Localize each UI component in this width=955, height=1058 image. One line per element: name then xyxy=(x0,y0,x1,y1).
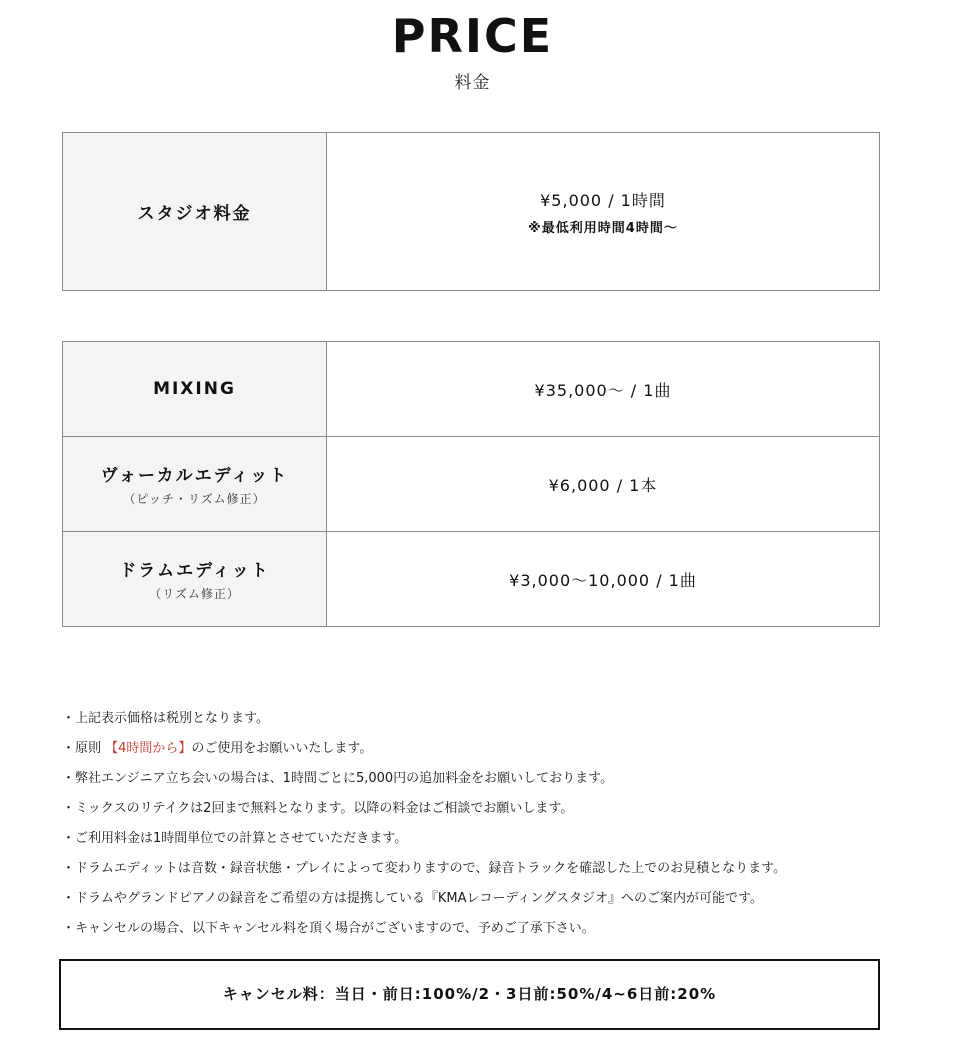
table-row xyxy=(63,133,880,291)
studio-label: スタジオ料金 xyxy=(137,204,252,224)
table-row xyxy=(63,342,880,437)
note-prefix: ・原則 xyxy=(62,741,106,756)
service-sublabel-drum-edit: （リズム修正） xyxy=(149,587,240,601)
list-item: ・ご利用料金は1時間単位での計算とさせていただきます。 xyxy=(62,831,408,846)
list-item: ・ミックスのリテイクは2回まで無料となります。以降の料金はご相談でお願いします。 xyxy=(62,801,574,816)
studio-label-cell xyxy=(63,133,327,291)
studio-price-cell xyxy=(327,133,880,291)
list-item: ・ドラムエディットは音数・録音状態・プレイによって変わりますので、録音トラックを確認した上でのお見積となります。 xyxy=(62,861,787,876)
studio-price: ¥5,000 / 1時間 xyxy=(540,190,666,210)
service-price-cell xyxy=(327,342,880,437)
notes-list xyxy=(62,704,942,944)
service-label-mixing: MIXING xyxy=(153,379,236,399)
service-price-drum-edit: ¥3,000〜10,000 / 1曲 xyxy=(509,570,697,590)
note-suffix: のご使用をお願いいたします。 xyxy=(191,741,373,756)
service-label-vocal-edit: ヴォーカルエディット xyxy=(100,466,289,486)
page-subtitle: 料金 xyxy=(454,73,491,93)
service-label-cell xyxy=(63,342,327,437)
list-item: ・ドラムやグランドピアノの録音をご希望の方は提携している『KMAレコーディングスタジオ』へのご案内が可能です。 xyxy=(62,891,763,906)
list-item: ・上記表示価格は税別となります。 xyxy=(62,711,269,726)
list-item: ・キャンセルの場合、以下キャンセル料を頂く場合がございますので、予めご了承下さい。 xyxy=(62,921,595,936)
service-label-drum-edit: ドラムエディット xyxy=(119,561,270,581)
cancellation-fee-box xyxy=(59,959,880,1030)
service-label-cell xyxy=(63,532,327,627)
table-row xyxy=(63,532,880,627)
service-price-cell xyxy=(327,437,880,532)
studio-minimum-note: ※最低利用時間4時間〜 xyxy=(528,220,678,236)
cancellation-fee-text: キャンセル料：当日・前日:100%/2・3日前:50%/4~6日前:20% xyxy=(222,985,717,1003)
service-price-cell xyxy=(327,532,880,627)
service-label-cell xyxy=(63,437,327,532)
page-title: PRICE xyxy=(391,9,554,63)
list-item: ・弊社エンジニア立ち会いの場合は、1時間ごとに5,000円の追加料金をお願いしております。 xyxy=(62,771,614,786)
table-row xyxy=(63,437,880,532)
studio-price-table xyxy=(62,132,880,291)
list-item xyxy=(62,734,942,764)
service-price-vocal-edit: ¥6,000 / 1本 xyxy=(548,475,658,495)
services-price-table xyxy=(62,341,880,627)
service-sublabel-vocal-edit: （ピッチ・リズム修正） xyxy=(123,492,266,506)
service-price-mixing: ¥35,000〜 / 1曲 xyxy=(534,380,672,400)
note-highlight: 【4時間から】 xyxy=(105,741,192,756)
